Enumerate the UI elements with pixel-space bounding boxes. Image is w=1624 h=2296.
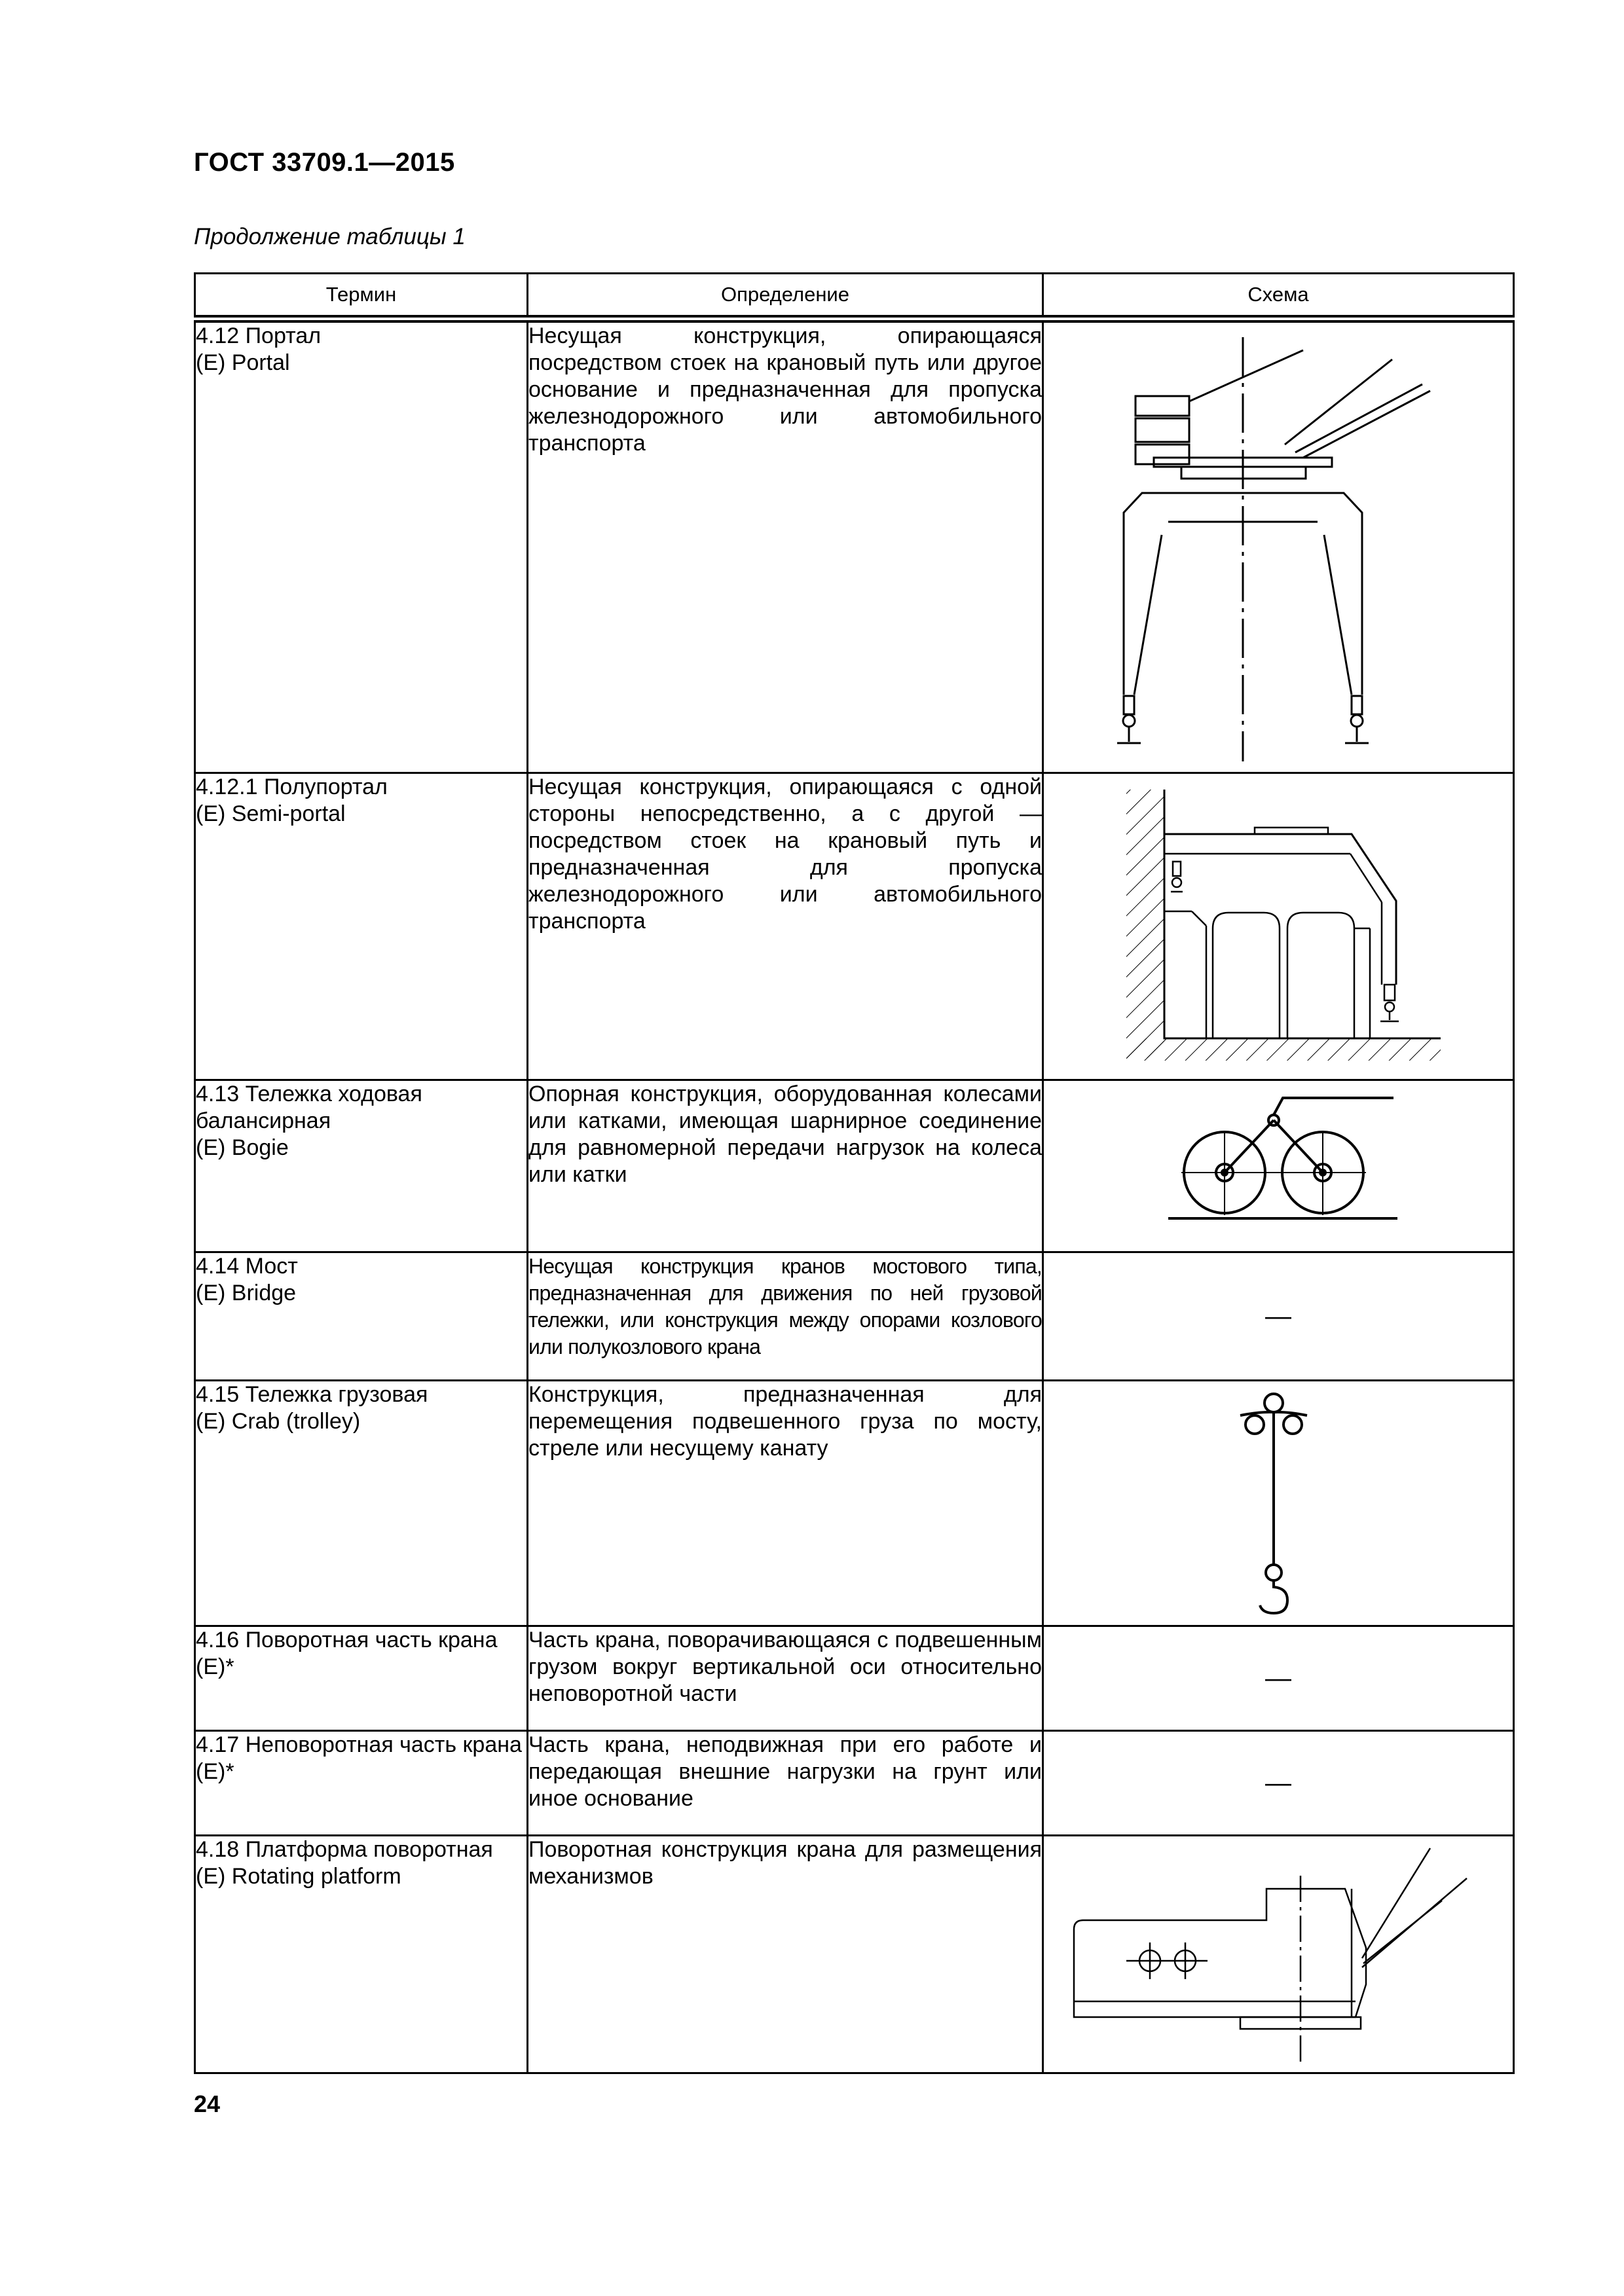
- table-row: [195, 1626, 1514, 1731]
- column-header-scheme: Схема: [1043, 274, 1514, 319]
- scheme-cell: [1043, 1626, 1514, 1731]
- table-continuation-caption: Продолжение таблицы 1: [194, 224, 466, 249]
- table-row: [195, 1381, 1514, 1626]
- table-header-row: [195, 274, 1514, 319]
- definition-cell: Опорная конструкция, оборудованная колесами или катками, имеющая шарнирное соединение для равномерной передачи нагрузок на колеса или катки: [528, 1082, 1042, 1187]
- term-cell: 4.17 Неповоротная часть крана (E)*: [196, 1732, 522, 1784]
- portal-diagram: [1044, 323, 1515, 772]
- term-cell: 4.13 Тележка ходовая балансирная (E) Bogie: [196, 1082, 422, 1160]
- term-cell: 4.12.1 Полупортал (E) Semi-portal: [196, 774, 388, 826]
- scheme-cell: [1043, 1731, 1514, 1836]
- term-cell: 4.18 Платформа поворотная (E) Rotating platform: [196, 1837, 493, 1889]
- no-scheme-dash: —: [1265, 1302, 1291, 1330]
- page-number: 24: [194, 2090, 221, 2117]
- definition-cell: Часть крана, поворачивающаяся с подвешенным грузом вокруг вертикальной оси относительно неповоротной части: [528, 1628, 1042, 1706]
- terms-table: [194, 272, 1515, 2074]
- semi-portal-diagram: [1044, 774, 1515, 1079]
- definition-cell: Часть крана, неподвижная при его работе и передающая внешние нагрузки на грунт или иное основание: [528, 1732, 1042, 1811]
- scheme-cell: [1043, 1252, 1514, 1381]
- scheme-cell: [1043, 1080, 1514, 1252]
- document-title: ГОСТ 33709.1—2015: [194, 148, 455, 177]
- no-scheme-dash: —: [1265, 1768, 1291, 1797]
- scheme-cell: [1043, 319, 1514, 773]
- definition-cell: Конструкция, предназначенная для перемещения подвешенного груза по мосту, стреле или несущему канату: [528, 1382, 1042, 1461]
- table-row: [195, 1252, 1514, 1381]
- table-row: [195, 773, 1514, 1080]
- table-row: [195, 1080, 1514, 1252]
- column-header-definition: Определение: [528, 274, 1043, 319]
- term-cell: 4.15 Тележка грузовая (E) Crab (trolley): [196, 1382, 428, 1434]
- table-row: [195, 1836, 1514, 2073]
- table-row: [195, 319, 1514, 773]
- scheme-cell: [1043, 773, 1514, 1080]
- column-header-term: Термин: [195, 274, 528, 319]
- crab-diagram: [1044, 1381, 1515, 1625]
- bogie-diagram: [1044, 1081, 1515, 1251]
- table-row: [195, 1731, 1514, 1836]
- definition-cell: Поворотная конструкция крана для размещения механизмов: [528, 1837, 1042, 1889]
- scheme-cell: [1043, 1836, 1514, 2073]
- definition-cell: Несущая конструкция, опирающаяся с одной стороны непосредственно, а с другой — посредством стоек на крановый путь и предназначенная для пропуска железнодорожного или автомобильного транспорта: [528, 774, 1042, 934]
- term-cell: 4.14 Мост (E) Bridge: [196, 1254, 298, 1305]
- definition-cell: Несущая конструкция кранов мостового типа, предназначенная для движения по ней грузовой тележки, или конструкция между опорами козлового или полукозлового крана: [528, 1254, 1042, 1358]
- term-cell: 4.12 Портал (E) Portal: [196, 323, 322, 375]
- definition-cell: Несущая конструкция, опирающаяся посредством стоек на крановый путь или другое основание и предназначенная для пропуска железнодорожного или автомобильного транспорта: [528, 323, 1042, 456]
- scheme-cell: [1043, 1381, 1514, 1626]
- term-cell: 4.16 Поворотная часть крана (E)*: [196, 1628, 498, 1679]
- rotating-platform-diagram: [1044, 1836, 1515, 2072]
- no-scheme-dash: —: [1265, 1664, 1291, 1692]
